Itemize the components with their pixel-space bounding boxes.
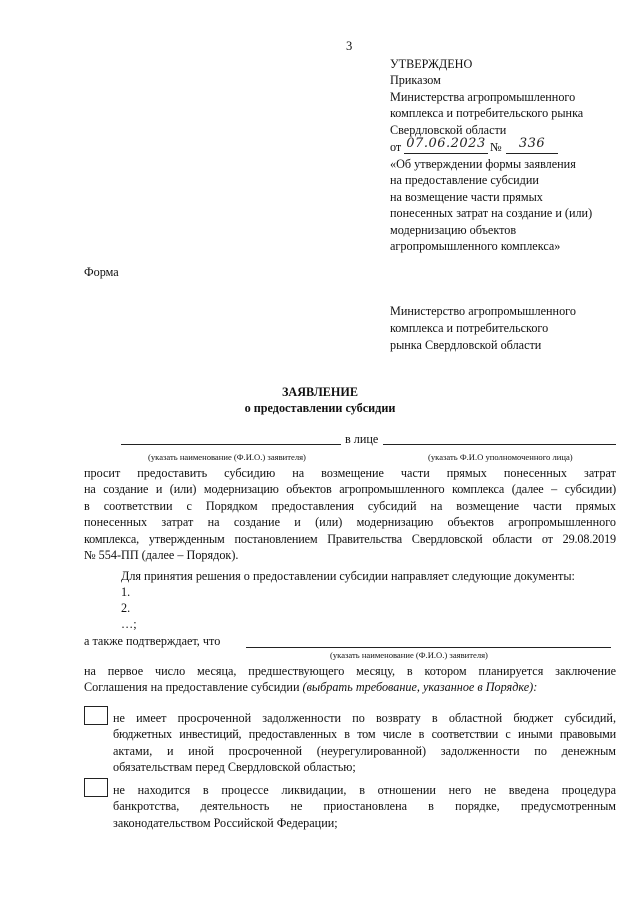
addressee-block [390,303,630,354]
body-word: понесенных [503,466,568,480]
body-line [84,465,616,481]
body-word: затрат [584,466,616,480]
confirm-hint: (указать наименование (Ф.И.О.) заявителя) [330,650,488,660]
page-number: 3 [346,39,353,53]
month-text-plain: Соглашения на предоставление субсидии [84,680,300,695]
confirm-prefix: а также подтверждает, что [84,634,221,648]
body-word: возмещение [321,466,384,480]
order-title-line: агропромышленного комплекса» [390,239,561,254]
requirement-checkbox[interactable] [84,778,108,797]
body-word: прямых [446,466,487,480]
document-item: 2. [121,601,131,615]
order-title-line: «Об утверждении формы заявления [390,157,576,172]
month-text-italic: (выбрать требование, указанное в Порядке): [302,680,538,695]
applicant-name-field[interactable] [121,443,341,445]
order-number-handwritten: 336 [506,135,558,154]
body-word: предоставить [137,466,208,480]
month-text-line: на первое число месяца, предшествующего месяцу, в котором планируется заключение [84,664,616,678]
requirement-line: не находится в процессе ликвидации, в отношении него не введена процедура [113,783,616,797]
month-text-line [84,679,616,695]
in-person-label: в лице [345,432,379,446]
addressee-line: комплекса и потребительского [390,321,549,335]
approval-title: УТВЕРЖДЕНО [390,57,473,71]
order-title-line: модернизацию объектов [390,222,517,237]
order-date-handwritten: 07.06.2023 [404,135,488,154]
applicant-hint: (указать наименование (Ф.И.О.) заявителя) [148,452,306,462]
representative-hint: (указать Ф.И.О уполномоченного лица) [428,452,573,462]
document-item: …; [121,617,137,631]
representative-name-field[interactable] [383,443,616,445]
body-word: части [400,466,430,480]
body-paragraph [84,465,616,563]
requirement-line: законодательством Российской Федерации; [113,815,338,830]
body-line: комплекса, утвержденным постановлением Правительства Свердловской области от 29.08.2019 [84,531,616,546]
requirement-line: бюджетных инвестиций, предоставленных в том числе в соответствии с иными правовыми [113,727,616,742]
approval-line: комплекса и потребительского рынка [390,106,584,121]
requirement-item [113,710,616,776]
approval-block [390,56,630,254]
addressee-line: рынка Свердловской области [390,338,542,352]
documents-intro: Для принятия решения о предоставлении субсидии направляет следующие документы: [121,569,575,583]
approval-line: Министерства агропромышленного [390,89,576,104]
body-word: субсидию [224,466,276,480]
order-title-line: на возмещение части прямых [390,189,543,204]
statement-subtitle: о предоставлении субсидии [244,401,396,415]
confirm-applicant-field[interactable] [246,646,611,648]
statement-title: ЗАЯВЛЕНИЕ [282,385,358,399]
body-line: № 554-ПП (далее – Порядок). [84,548,239,563]
approval-line: Свердловской области [390,122,507,137]
requirement-line: актами, и иной просроченной (неурегулированной) задолженности по денежным [113,743,616,758]
approval-date-row [390,138,630,156]
requirement-item [113,782,616,831]
requirement-line: обязательствам перед Свердловской областью; [113,760,356,775]
order-title-line: понесенных затрат на создание и (или) [390,206,593,221]
body-word: просит [84,466,121,480]
number-label: № [490,140,502,155]
date-prefix: от [390,140,402,155]
addressee-line: Министерство агропромышленного [390,304,576,318]
body-line: понесенных затрат на создание и (или) модернизацию объектов агропромышленного [84,515,616,530]
form-label: Форма [84,265,119,279]
requirement-checkbox[interactable] [84,706,108,725]
requirement-line: не имеет просроченной задолженности по возврату в областной бюджет субсидий, [113,711,616,725]
body-line: на создание и (или) модернизацию объектов агропромышленного комплекса (далее – субсидии) [84,482,616,497]
order-title-line: на предоставление субсидии [390,173,539,188]
body-line: в соответствии с Порядком предоставления субсидий на возмещение части прямых [84,498,616,513]
requirement-line: банкротства, деятельность не приостановлена в порядке, предусмотренным [113,799,616,814]
document-item: 1. [121,585,131,599]
month-text [84,663,616,696]
body-word: на [292,466,305,480]
approval-line: Приказом [390,73,441,88]
